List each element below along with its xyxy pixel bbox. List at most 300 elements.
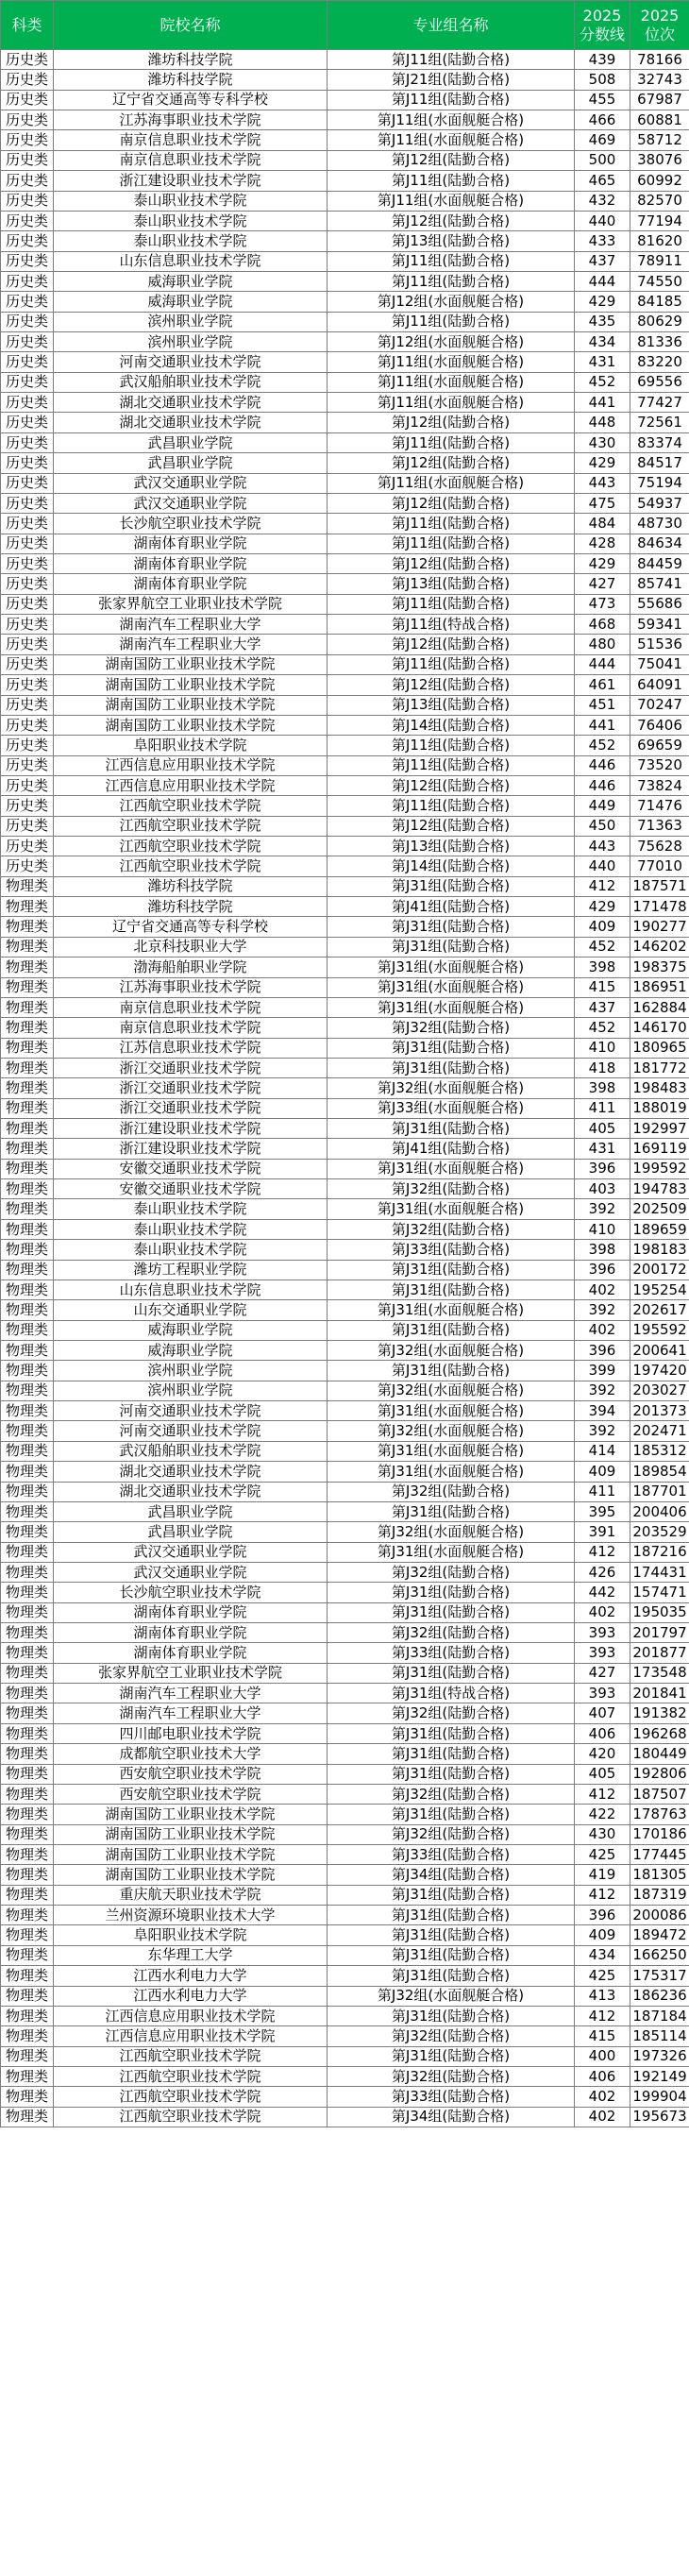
table-row: [1, 937, 689, 957]
cell-school: 南京信息职业技术学院: [54, 130, 328, 150]
table-row: [1, 1562, 689, 1582]
cell-rank: 187571: [630, 876, 689, 896]
cell-major-group: 第J11组(水面舰艇合格): [328, 110, 575, 130]
cell-school: 安徽交通职业技术学院: [54, 1159, 328, 1178]
cell-school: 潍坊科技学院: [54, 897, 328, 917]
table-row: [1, 1300, 689, 1320]
cell-school: 江西水利电力大学: [54, 1986, 328, 2006]
table-row: [1, 1623, 689, 1643]
cell-subject: 物理类: [1, 1703, 54, 1723]
cell-subject: 物理类: [1, 1723, 54, 1743]
cell-score: 448: [575, 413, 630, 432]
table-row: [1, 453, 689, 473]
cell-subject: 历史类: [1, 231, 54, 251]
cell-subject: 物理类: [1, 2026, 54, 2046]
cell-school: 湖南汽车工程职业大学: [54, 1684, 328, 1703]
cell-score: 412: [575, 1542, 630, 1562]
cell-rank: 199592: [630, 1159, 689, 1178]
cell-major-group: 第J13组(陆勤合格): [328, 695, 575, 715]
cell-rank: 200641: [630, 1341, 689, 1361]
cell-school: 威海职业学院: [54, 1320, 328, 1340]
table-row: [1, 796, 689, 816]
cell-major-group: 第J12组(陆勤合格): [328, 453, 575, 473]
cell-school: 湖南国防工业职业技术学院: [54, 715, 328, 735]
cell-subject: 物理类: [1, 1844, 54, 1864]
cell-rank: 199904: [630, 2087, 689, 2107]
cell-subject: 物理类: [1, 1159, 54, 1178]
cell-rank: 72561: [630, 413, 689, 432]
cell-rank: 32743: [630, 70, 689, 90]
cell-major-group: 第J31组(陆勤合格): [328, 2006, 575, 2025]
cell-score: 410: [575, 1038, 630, 1058]
cell-school: 湖南体育职业学院: [54, 553, 328, 573]
cell-subject: 物理类: [1, 2066, 54, 2086]
cell-school: 江苏海事职业技术学院: [54, 977, 328, 997]
cell-school: 渤海船舶职业学院: [54, 958, 328, 977]
table-row: [1, 897, 689, 917]
cell-school: 武汉交通职业学院: [54, 473, 328, 493]
cell-rank: 70247: [630, 695, 689, 715]
cell-school: 山东信息职业技术学院: [54, 251, 328, 271]
cell-school: 湖南体育职业学院: [54, 1623, 328, 1643]
cell-school: 江西水利电力大学: [54, 1966, 328, 1986]
cell-rank: 51536: [630, 635, 689, 654]
cell-rank: 200086: [630, 1906, 689, 1925]
cell-school: 泰山职业技术学院: [54, 1199, 328, 1219]
cell-major-group: 第J32组(陆勤合格): [328, 1179, 575, 1199]
cell-major-group: 第J13组(陆勤合格): [328, 231, 575, 251]
table-row: [1, 332, 689, 352]
cell-major-group: 第J31组(水面舰艇合格): [328, 958, 575, 977]
cell-school: 湖北交通职业技术学院: [54, 1462, 328, 1482]
cell-rank: 75194: [630, 473, 689, 493]
cell-subject: 物理类: [1, 1865, 54, 1885]
cell-major-group: 第J32组(陆勤合格): [328, 1703, 575, 1723]
table-row: [1, 736, 689, 755]
cell-school: 张家界航空工业职业技术学院: [54, 594, 328, 614]
cell-major-group: 第J32组(陆勤合格): [328, 2026, 575, 2046]
cell-subject: 物理类: [1, 1643, 54, 1663]
cell-major-group: 第J31组(陆勤合格): [328, 2046, 575, 2066]
cell-major-group: 第J31组(陆勤合格): [328, 1501, 575, 1521]
cell-school: 山东信息职业技术学院: [54, 1280, 328, 1299]
cell-major-group: 第J21组(陆勤合格): [328, 70, 575, 90]
cell-rank: 196268: [630, 1723, 689, 1743]
cell-score: 475: [575, 493, 630, 513]
table-row: [1, 1805, 689, 1824]
cell-rank: 170186: [630, 1824, 689, 1844]
cell-rank: 78166: [630, 50, 689, 70]
cell-major-group: 第J33组(陆勤合格): [328, 2087, 575, 2107]
cell-rank: 178763: [630, 1805, 689, 1824]
table-row: [1, 1159, 689, 1178]
cell-subject: 历史类: [1, 736, 54, 755]
cell-school: 张家界航空工业职业技术学院: [54, 1663, 328, 1683]
cell-score: 415: [575, 2026, 630, 2046]
cell-score: 422: [575, 1805, 630, 1824]
table-row: [1, 1764, 689, 1784]
table-row: [1, 1441, 689, 1461]
cell-school: 河南交通职业技术学院: [54, 1421, 328, 1441]
cell-school: 阜阳职业技术学院: [54, 1925, 328, 1945]
table-row: [1, 1885, 689, 1905]
cell-major-group: 第J31组(水面舰艇合格): [328, 977, 575, 997]
cell-school: 南京信息职业技术学院: [54, 150, 328, 170]
cell-score: 437: [575, 251, 630, 271]
cell-rank: 197326: [630, 2046, 689, 2066]
table-row: [1, 856, 689, 876]
table-row: [1, 977, 689, 997]
cell-school: 武昌职业学院: [54, 432, 328, 452]
table-row: [1, 50, 689, 70]
cell-rank: 198483: [630, 1078, 689, 1098]
cell-score: 441: [575, 715, 630, 735]
cell-rank: 187319: [630, 1885, 689, 1905]
cell-rank: 195254: [630, 1280, 689, 1299]
cell-school: 湖南国防工业职业技术学院: [54, 654, 328, 674]
cell-school: 四川邮电职业技术学院: [54, 1723, 328, 1743]
cell-rank: 55686: [630, 594, 689, 614]
cell-subject: 历史类: [1, 50, 54, 70]
cell-score: 400: [575, 2046, 630, 2066]
cell-score: 412: [575, 1784, 630, 1804]
cell-school: 安徽交通职业技术学院: [54, 1179, 328, 1199]
cell-score: 399: [575, 1361, 630, 1381]
table-row: [1, 1078, 689, 1098]
cell-school: 湖南体育职业学院: [54, 1643, 328, 1663]
table-row: [1, 1703, 689, 1723]
cell-major-group: 第J11组(陆勤合格): [328, 654, 575, 674]
cell-rank: 188019: [630, 1098, 689, 1118]
cell-school: 湖南汽车工程职业大学: [54, 635, 328, 654]
table-row: [1, 1219, 689, 1239]
table-row: [1, 594, 689, 614]
cell-major-group: 第J12组(水面舰艇合格): [328, 292, 575, 312]
cell-score: 455: [575, 90, 630, 110]
cell-major-group: 第J31组(水面舰艇合格): [328, 1199, 575, 1219]
cell-rank: 82570: [630, 191, 689, 211]
cell-subject: 物理类: [1, 1945, 54, 1965]
cell-rank: 60881: [630, 110, 689, 130]
cell-school: 北京科技职业大学: [54, 937, 328, 957]
cell-rank: 77427: [630, 393, 689, 413]
cell-subject: 物理类: [1, 1139, 54, 1159]
cell-school: 湖南国防工业职业技术学院: [54, 1824, 328, 1844]
table-row: [1, 352, 689, 372]
cell-major-group: 第J11组(陆勤合格): [328, 90, 575, 110]
cell-school: 江西航空职业技术学院: [54, 856, 328, 876]
cell-subject: 历史类: [1, 130, 54, 150]
cell-score: 392: [575, 1421, 630, 1441]
cell-rank: 177445: [630, 1844, 689, 1864]
cell-score: 439: [575, 50, 630, 70]
cell-subject: 历史类: [1, 574, 54, 594]
cell-major-group: 第J31组(陆勤合格): [328, 1925, 575, 1945]
cell-major-group: 第J12组(陆勤合格): [328, 635, 575, 654]
cell-subject: 物理类: [1, 1925, 54, 1945]
cell-subject: 物理类: [1, 897, 54, 917]
cell-subject: 物理类: [1, 1966, 54, 1986]
cell-subject: 物理类: [1, 2006, 54, 2025]
cell-score: 411: [575, 1098, 630, 1118]
cell-major-group: 第J11组(水面舰艇合格): [328, 393, 575, 413]
table-row: [1, 1361, 689, 1381]
cell-score: 426: [575, 1562, 630, 1582]
table-row: [1, 413, 689, 432]
cell-school: 江西航空职业技术学院: [54, 2066, 328, 2086]
cell-score: 427: [575, 1663, 630, 1683]
cell-school: 江西航空职业技术学院: [54, 796, 328, 816]
table-row: [1, 775, 689, 795]
cell-rank: 58712: [630, 130, 689, 150]
cell-school: 湖南国防工业职业技术学院: [54, 1844, 328, 1864]
cell-subject: 历史类: [1, 553, 54, 573]
cell-major-group: 第J32组(水面舰艇合格): [328, 1421, 575, 1441]
cell-score: 396: [575, 1159, 630, 1178]
cell-major-group: 第J32组(陆勤合格): [328, 2066, 575, 2086]
cell-school: 湖北交通职业技术学院: [54, 1482, 328, 1501]
cell-rank: 202617: [630, 1300, 689, 1320]
cell-school: 潍坊科技学院: [54, 50, 328, 70]
cell-school: 浙江交通职业技术学院: [54, 1058, 328, 1077]
cell-school: 湖北交通职业技术学院: [54, 413, 328, 432]
cell-rank: 157471: [630, 1583, 689, 1602]
table-row: [1, 876, 689, 896]
cell-rank: 190277: [630, 917, 689, 937]
table-row: [1, 1583, 689, 1602]
cell-score: 434: [575, 1945, 630, 1965]
cell-subject: 物理类: [1, 1784, 54, 1804]
cell-major-group: 第J32组(陆勤合格): [328, 1219, 575, 1239]
cell-subject: 物理类: [1, 977, 54, 997]
cell-major-group: 第J13组(陆勤合格): [328, 574, 575, 594]
cell-school: 阜阳职业技术学院: [54, 736, 328, 755]
cell-subject: 物理类: [1, 1522, 54, 1542]
cell-school: 湖南体育职业学院: [54, 1602, 328, 1622]
cell-major-group: 第J32组(陆勤合格): [328, 1562, 575, 1582]
cell-major-group: 第J31组(陆勤合格): [328, 1805, 575, 1824]
cell-score: 398: [575, 958, 630, 977]
cell-subject: 历史类: [1, 837, 54, 856]
cell-score: 442: [575, 1583, 630, 1602]
cell-major-group: 第J34组(陆勤合格): [328, 2107, 575, 2127]
cell-score: 443: [575, 473, 630, 493]
table-row: [1, 1482, 689, 1501]
cell-subject: 历史类: [1, 332, 54, 352]
table-row: [1, 1139, 689, 1159]
cell-score: 452: [575, 372, 630, 392]
cell-major-group: 第J31组(陆勤合格): [328, 1280, 575, 1299]
cell-rank: 84517: [630, 453, 689, 473]
cell-major-group: 第J32组(水面舰艇合格): [328, 1986, 575, 2006]
cell-subject: 物理类: [1, 2087, 54, 2107]
cell-major-group: 第J12组(陆勤合格): [328, 493, 575, 513]
cell-major-group: 第J11组(陆勤合格): [328, 514, 575, 534]
table-row: [1, 553, 689, 573]
table-row: [1, 1421, 689, 1441]
cell-major-group: 第J11组(水面舰艇合格): [328, 372, 575, 392]
cell-subject: 物理类: [1, 1119, 54, 1139]
cell-school: 泰山职业技术学院: [54, 1219, 328, 1239]
cell-rank: 194783: [630, 1179, 689, 1199]
cell-major-group: 第J14组(陆勤合格): [328, 856, 575, 876]
cell-rank: 202471: [630, 1421, 689, 1441]
cell-score: 425: [575, 1966, 630, 1986]
cell-school: 威海职业学院: [54, 271, 328, 291]
cell-school: 湖南国防工业职业技术学院: [54, 695, 328, 715]
table-row: [1, 997, 689, 1017]
cell-score: 396: [575, 1260, 630, 1280]
cell-major-group: 第J32组(陆勤合格): [328, 1784, 575, 1804]
cell-score: 425: [575, 1844, 630, 1864]
cell-score: 413: [575, 1986, 630, 2006]
cell-school: 浙江交通职业技术学院: [54, 1078, 328, 1098]
cell-major-group: 第J31组(水面舰艇合格): [328, 1401, 575, 1421]
cell-rank: 60992: [630, 171, 689, 191]
cell-rank: 169119: [630, 1139, 689, 1159]
cell-subject: 历史类: [1, 534, 54, 553]
cell-score: 420: [575, 1744, 630, 1764]
table-row: [1, 1381, 689, 1400]
cell-major-group: 第J12组(水面舰艇合格): [328, 332, 575, 352]
cell-score: 480: [575, 635, 630, 654]
cell-major-group: 第J31组(陆勤合格): [328, 1744, 575, 1764]
cell-score: 395: [575, 1501, 630, 1521]
table-row: [1, 271, 689, 291]
cell-rank: 187184: [630, 2006, 689, 2025]
cell-score: 440: [575, 856, 630, 876]
cell-rank: 189659: [630, 1219, 689, 1239]
table-row: [1, 1522, 689, 1542]
table-row: [1, 1865, 689, 1885]
cell-rank: 85741: [630, 574, 689, 594]
cell-subject: 物理类: [1, 1764, 54, 1784]
cell-school: 湖南国防工业职业技术学院: [54, 675, 328, 695]
cell-subject: 历史类: [1, 654, 54, 674]
cell-score: 430: [575, 432, 630, 452]
table-row: [1, 2107, 689, 2127]
cell-major-group: 第J11组(陆勤合格): [328, 534, 575, 553]
cell-major-group: 第J31组(陆勤合格): [328, 1058, 575, 1077]
cell-school: 西安航空职业技术学院: [54, 1764, 328, 1784]
cell-rank: 200406: [630, 1501, 689, 1521]
cell-rank: 186951: [630, 977, 689, 997]
table-row: [1, 615, 689, 635]
cell-subject: 历史类: [1, 150, 54, 170]
header-rank: 2025 位次: [630, 1, 689, 50]
cell-score: 411: [575, 1482, 630, 1501]
cell-school: 江西航空职业技术学院: [54, 2107, 328, 2127]
table-row: [1, 130, 689, 150]
cell-major-group: 第J11组(陆勤合格): [328, 736, 575, 755]
cell-score: 406: [575, 1723, 630, 1743]
table-row: [1, 70, 689, 90]
cell-major-group: 第J31组(水面舰艇合格): [328, 997, 575, 1017]
cell-subject: 物理类: [1, 1361, 54, 1381]
cell-score: 500: [575, 150, 630, 170]
cell-school: 泰山职业技术学院: [54, 231, 328, 251]
cell-subject: 物理类: [1, 1462, 54, 1482]
cell-subject: 历史类: [1, 493, 54, 513]
cell-rank: 162884: [630, 997, 689, 1017]
cell-score: 412: [575, 2006, 630, 2025]
cell-subject: 历史类: [1, 191, 54, 211]
cell-score: 402: [575, 1602, 630, 1622]
cell-school: 武汉交通职业学院: [54, 1562, 328, 1582]
cell-score: 444: [575, 654, 630, 674]
cell-school: 江西信息应用职业技术学院: [54, 775, 328, 795]
cell-subject: 物理类: [1, 1623, 54, 1643]
cell-major-group: 第J31组(陆勤合格): [328, 1320, 575, 1340]
cell-score: 418: [575, 1058, 630, 1077]
cell-subject: 物理类: [1, 1381, 54, 1400]
cell-major-group: 第J31组(水面舰艇合格): [328, 1462, 575, 1482]
table-row: [1, 312, 689, 331]
cell-rank: 181305: [630, 1865, 689, 1885]
cell-major-group: 第J32组(陆勤合格): [328, 1623, 575, 1643]
cell-score: 452: [575, 1018, 630, 1038]
cell-rank: 180449: [630, 1744, 689, 1764]
cell-subject: 物理类: [1, 1260, 54, 1280]
cell-rank: 195673: [630, 2107, 689, 2127]
cell-subject: 物理类: [1, 1824, 54, 1844]
table-row: [1, 231, 689, 251]
table-row: [1, 1462, 689, 1482]
cell-score: 431: [575, 352, 630, 372]
cell-score: 392: [575, 1381, 630, 1400]
table-row: [1, 1119, 689, 1139]
table-row: [1, 695, 689, 715]
cell-subject: 物理类: [1, 1078, 54, 1098]
table-row: [1, 816, 689, 836]
cell-major-group: 第J12组(陆勤合格): [328, 816, 575, 836]
cell-score: 398: [575, 1078, 630, 1098]
cell-school: 湖南国防工业职业技术学院: [54, 1805, 328, 1824]
table-row: [1, 514, 689, 534]
cell-subject: 物理类: [1, 1501, 54, 1521]
cell-rank: 71476: [630, 796, 689, 816]
cell-score: 429: [575, 292, 630, 312]
cell-rank: 166250: [630, 1945, 689, 1965]
cell-subject: 历史类: [1, 695, 54, 715]
table-row: [1, 2066, 689, 2086]
cell-school: 潍坊科技学院: [54, 876, 328, 896]
cell-score: 465: [575, 171, 630, 191]
cell-subject: 物理类: [1, 1663, 54, 1683]
cell-subject: 历史类: [1, 816, 54, 836]
cell-subject: 历史类: [1, 372, 54, 392]
cell-score: 444: [575, 271, 630, 291]
cell-school: 南京信息职业技术学院: [54, 1018, 328, 1038]
cell-rank: 171478: [630, 897, 689, 917]
cell-score: 452: [575, 736, 630, 755]
cell-score: 430: [575, 1824, 630, 1844]
cell-subject: 物理类: [1, 1300, 54, 1320]
table-row: [1, 1643, 689, 1663]
cell-score: 402: [575, 1280, 630, 1299]
cell-school: 威海职业学院: [54, 1341, 328, 1361]
cell-school: 浙江交通职业技术学院: [54, 1098, 328, 1118]
table-row: [1, 1945, 689, 1965]
table-row: [1, 110, 689, 130]
table-row: [1, 2026, 689, 2046]
cell-score: 429: [575, 553, 630, 573]
cell-subject: 物理类: [1, 1280, 54, 1299]
cell-rank: 38076: [630, 150, 689, 170]
cell-major-group: 第J11组(水面舰艇合格): [328, 352, 575, 372]
cell-school: 兰州资源环境职业技术大学: [54, 1906, 328, 1925]
cell-subject: 物理类: [1, 1986, 54, 2006]
